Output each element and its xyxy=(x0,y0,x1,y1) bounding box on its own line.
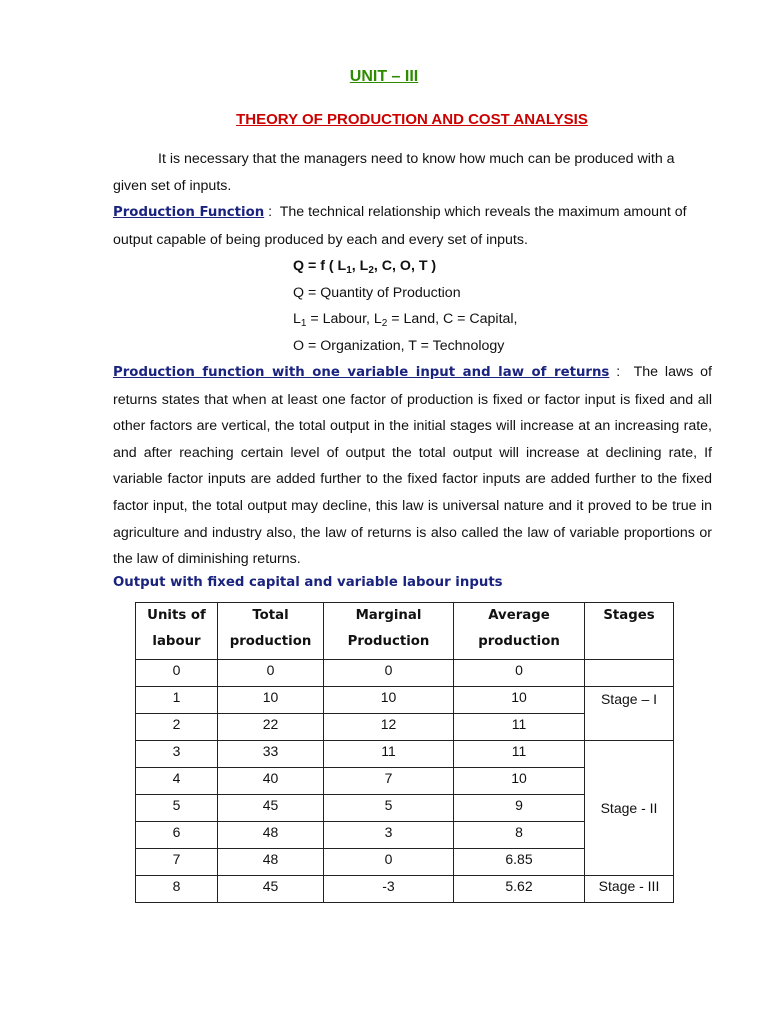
table-row xyxy=(136,687,674,714)
table-cell: 1 xyxy=(136,687,218,714)
main-title: THEORY OF PRODUCTION AND COST ANALYSIS xyxy=(236,111,588,128)
table-cell: 33 xyxy=(218,741,324,768)
table-cell: 40 xyxy=(218,768,324,795)
definition-part: = Land, C = Capital, xyxy=(387,311,518,328)
table-cell: 5 xyxy=(324,795,454,822)
table-cell: 0 xyxy=(454,660,585,687)
table-heading: Output with fixed capital and variable labour inputs xyxy=(113,575,503,590)
table-cell: 11 xyxy=(324,741,454,768)
table-cell: 0 xyxy=(136,660,218,687)
table-cell: 0 xyxy=(324,849,454,876)
definition-organization-technology: O = Organization, T = Technology xyxy=(293,337,505,354)
definition-subscript: 1 xyxy=(300,318,307,330)
table-cell: 8 xyxy=(136,876,218,903)
formula-subscript: 2 xyxy=(368,265,374,276)
header-total-production xyxy=(218,603,324,660)
stage-cell-empty xyxy=(585,660,674,687)
law-of-returns-text: The laws of returns states that when at least one factor of production is fixed or factor input is fixed and all other factors are vertical, the total output in the initial stages will increase at an increasing rate, and after reaching certain level of output the total output will increase at declining rate, If variable factor inputs are added further to the fixed factor inputs are added further to the fixed factor input, the total output may decline, this law is universal nature and it proved to be true in agriculture and industry also, the law of returns is also called the law of variable proportions or the law of diminishing returns. xyxy=(113,364,713,568)
definition-labour-land-capital xyxy=(293,306,518,333)
header-line: labour xyxy=(152,634,201,649)
table-cell: 12 xyxy=(324,714,454,741)
production-function-paragraph xyxy=(113,199,712,253)
law-of-returns-term: Production function with one variable input and law of returns xyxy=(113,365,610,380)
table-cell: 45 xyxy=(218,876,324,903)
table-cell: 6.85 xyxy=(454,849,585,876)
stage-cell-2: Stage - II xyxy=(585,741,674,876)
header-line: production xyxy=(478,634,560,649)
law-of-returns-separator: : xyxy=(609,364,634,380)
table-cell: 5.62 xyxy=(454,876,585,903)
table-cell: 3 xyxy=(324,822,454,849)
header-line: Marginal xyxy=(355,608,422,623)
table-cell: 11 xyxy=(454,714,585,741)
table-cell: 4 xyxy=(136,768,218,795)
header-stages xyxy=(585,603,674,660)
table-cell: 2 xyxy=(136,714,218,741)
production-function-text-1: The technical relationship which reveals the maximum amount of xyxy=(279,204,687,220)
table-cell: 0 xyxy=(218,660,324,687)
production-formula xyxy=(293,253,518,280)
law-of-returns-paragraph xyxy=(113,359,712,573)
table-cell: 10 xyxy=(218,687,324,714)
formula-part: , C, O, T ) xyxy=(373,258,437,274)
table-cell: 45 xyxy=(218,795,324,822)
definition-part: = Labour, L xyxy=(306,311,382,328)
table-header-row xyxy=(136,603,674,660)
stage-cell-1: Stage – I xyxy=(585,687,674,741)
header-line: production xyxy=(229,634,312,649)
production-function-line-2: output capable of being produced by each and every set of inputs. xyxy=(113,231,528,248)
table-cell: 0 xyxy=(324,660,454,687)
table-cell: 10 xyxy=(454,687,585,714)
formula-subscript: 1 xyxy=(346,265,352,276)
header-line: Production xyxy=(347,634,430,649)
table-cell: 22 xyxy=(218,714,324,741)
table-cell: 48 xyxy=(218,849,324,876)
table-row xyxy=(136,741,674,768)
table-cell: 9 xyxy=(454,795,585,822)
table-cell: 11 xyxy=(454,741,585,768)
table-cell: 10 xyxy=(454,768,585,795)
production-function-line-1 xyxy=(113,199,712,227)
intro-line-1: It is necessary that the managers need to know how much can be produced with a xyxy=(158,151,675,167)
table-row xyxy=(136,660,674,687)
table-cell: 10 xyxy=(324,687,454,714)
table-cell: 6 xyxy=(136,822,218,849)
header-marginal-production xyxy=(324,603,454,660)
table-cell: 7 xyxy=(136,849,218,876)
table-cell: -3 xyxy=(324,876,454,903)
table-row xyxy=(136,876,674,903)
table-cell: 5 xyxy=(136,795,218,822)
table-cell: 7 xyxy=(324,768,454,795)
header-line: Stages xyxy=(603,608,655,623)
production-function-separator: : xyxy=(264,204,280,220)
formula-block xyxy=(293,253,518,359)
header-average-production xyxy=(454,603,585,660)
header-line: Total xyxy=(252,608,289,623)
definition-subscript: 2 xyxy=(381,318,388,330)
unit-title: UNIT – III xyxy=(349,68,419,85)
stage-cell-3: Stage - III xyxy=(585,876,674,903)
header-line: Units of xyxy=(147,608,206,623)
header-units-of-labour xyxy=(136,603,218,660)
definition-q: Q = Quantity of Production xyxy=(293,284,461,301)
production-function-term: Production Function xyxy=(113,205,265,220)
production-table xyxy=(135,602,674,903)
formula-part: Q = f ( L xyxy=(293,258,347,274)
table-cell: 8 xyxy=(454,822,585,849)
table-cell: 48 xyxy=(218,822,324,849)
intro-line-2: given set of inputs. xyxy=(113,177,232,194)
header-line: Average xyxy=(488,608,550,623)
definition-part: L xyxy=(293,311,301,328)
intro-paragraph xyxy=(113,146,712,199)
formula-part: , L xyxy=(351,258,369,274)
table-cell: 3 xyxy=(136,741,218,768)
